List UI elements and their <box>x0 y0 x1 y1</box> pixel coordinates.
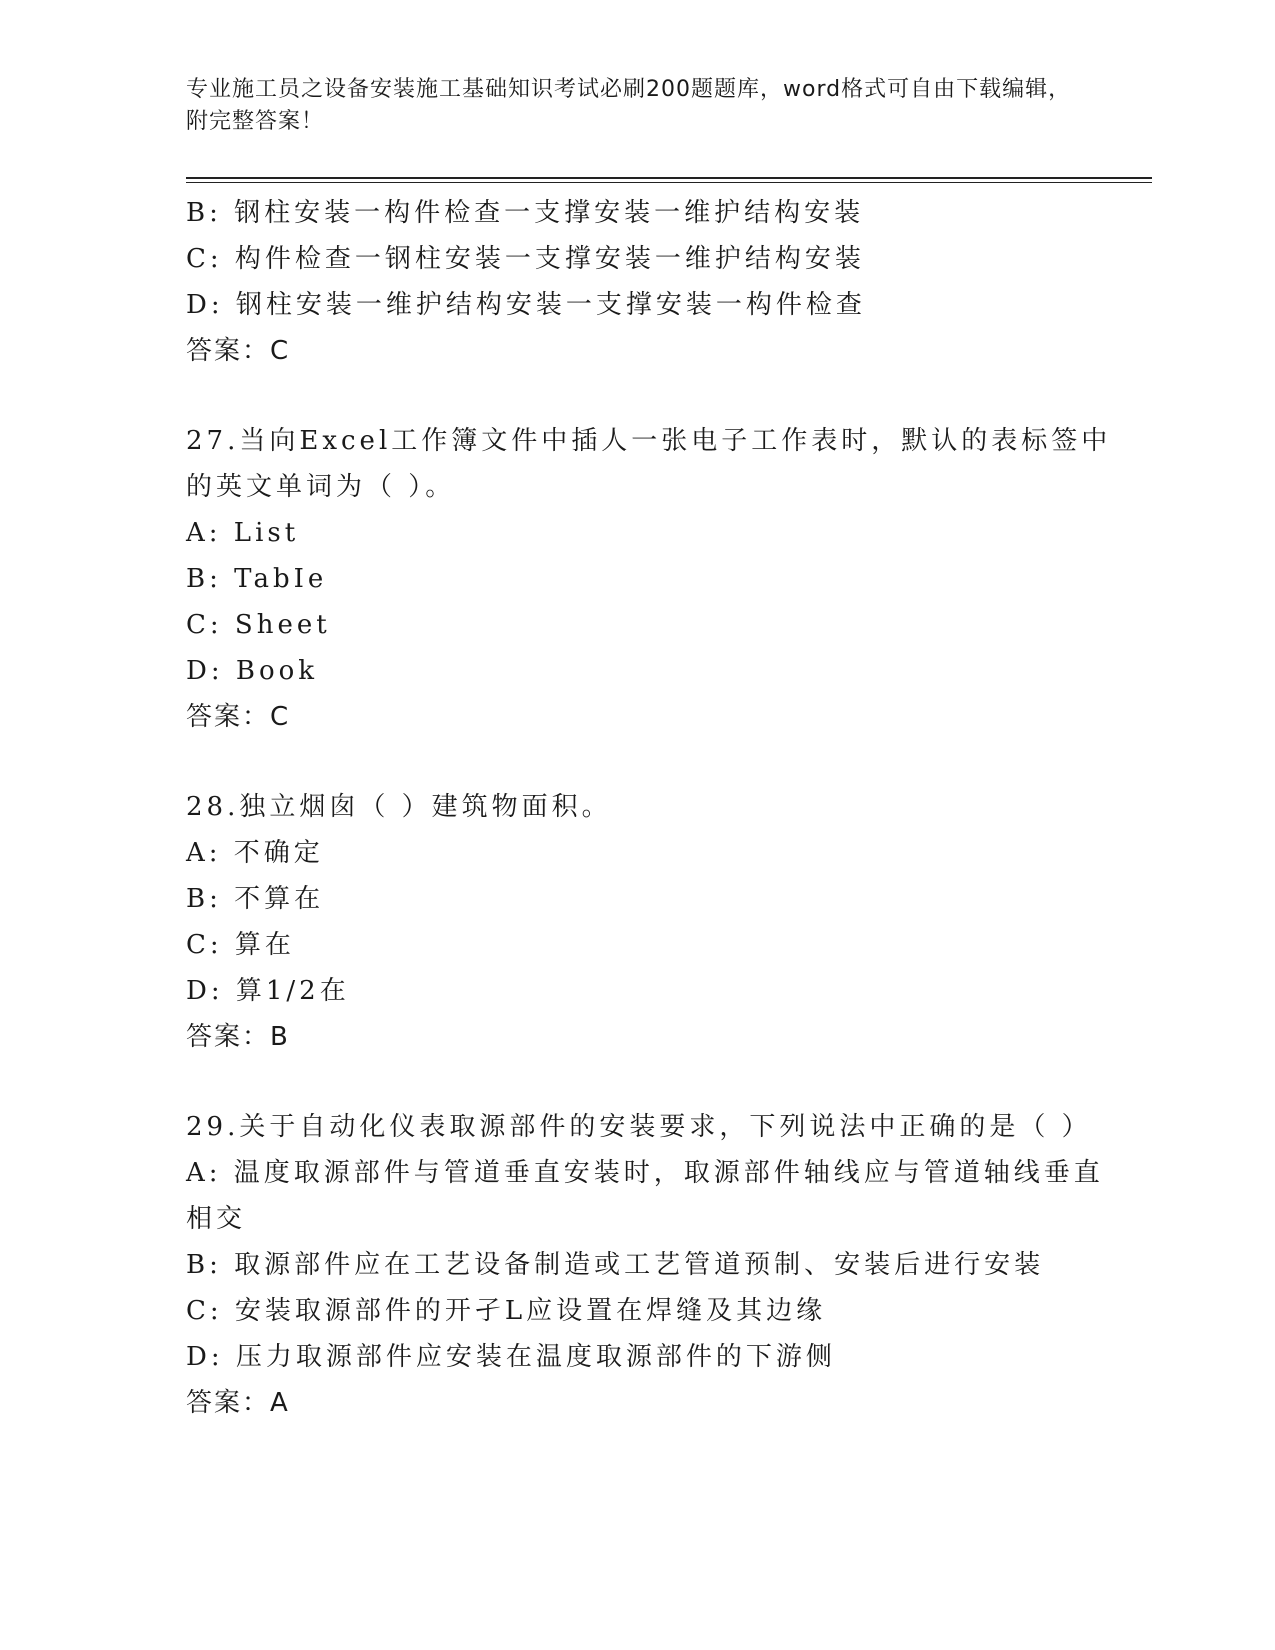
question-list <box>186 190 1112 1470</box>
answer: 答案：B <box>186 1022 290 1052</box>
option-c: C: 算在 <box>186 930 295 960</box>
option-d: D: 算1/2在 <box>186 976 350 1006</box>
option-a: A: 不确定 <box>186 838 324 868</box>
header-rule-thin <box>186 182 1152 183</box>
question-26 <box>186 190 1086 374</box>
question-29 <box>186 1104 1104 1426</box>
option-a: A: List <box>186 518 300 548</box>
option-b: B: 取源部件应在工艺设备制造或工艺管道预制、安装后进行安装 <box>186 1250 1045 1280</box>
question-stem: 28.独立烟囱（ ）建筑物面积。 <box>186 792 612 822</box>
header-rule-thick <box>186 177 1152 179</box>
question-stem-cont: 的英文单词为（ ）。 <box>186 472 456 502</box>
option-a-cont: 相交 <box>186 1204 247 1234</box>
question-28 <box>186 784 1086 1060</box>
option-c: C: 安装取源部件的开孑L应设置在焊缝及其边缘 <box>186 1296 827 1326</box>
option-b: B: 不算在 <box>186 884 325 914</box>
option-d: D: Book <box>186 656 319 686</box>
option-c: C: Sheet <box>186 610 331 640</box>
option-b: B: TabIe <box>186 564 328 594</box>
option-c: C: 构件检查一钢柱安装一支撑安装一维护结构安装 <box>186 244 865 274</box>
answer: 答案：C <box>186 336 291 366</box>
option-b: B: 钢柱安装一构件检查一支撑安装一维护结构安装 <box>186 198 865 228</box>
page-header-title: 专业施工员之设备安装施工基础知识考试必刷200题题库，word格式可自由下载编辑，附完整答案！ <box>186 77 1072 134</box>
question-27 <box>186 418 1112 740</box>
option-d: D: 压力取源部件应安装在温度取源部件的下游侧 <box>186 1342 836 1372</box>
option-d: D: 钢柱安装一维护结构安装一支撑安装一构件检查 <box>186 290 866 320</box>
question-stem: 29.关于自动化仪表取源部件的安装要求，下列说法中正确的是（ ） <box>186 1112 1092 1142</box>
answer: 答案：C <box>186 702 291 732</box>
answer: 答案：A <box>186 1388 290 1418</box>
question-stem: 27.当向Excel工作簿文件中插人一张电子工作表时，默认的表标签中 <box>186 426 1112 456</box>
option-a: A: 温度取源部件与管道垂直安装时，取源部件轴线应与管道轴线垂直 <box>186 1158 1104 1188</box>
